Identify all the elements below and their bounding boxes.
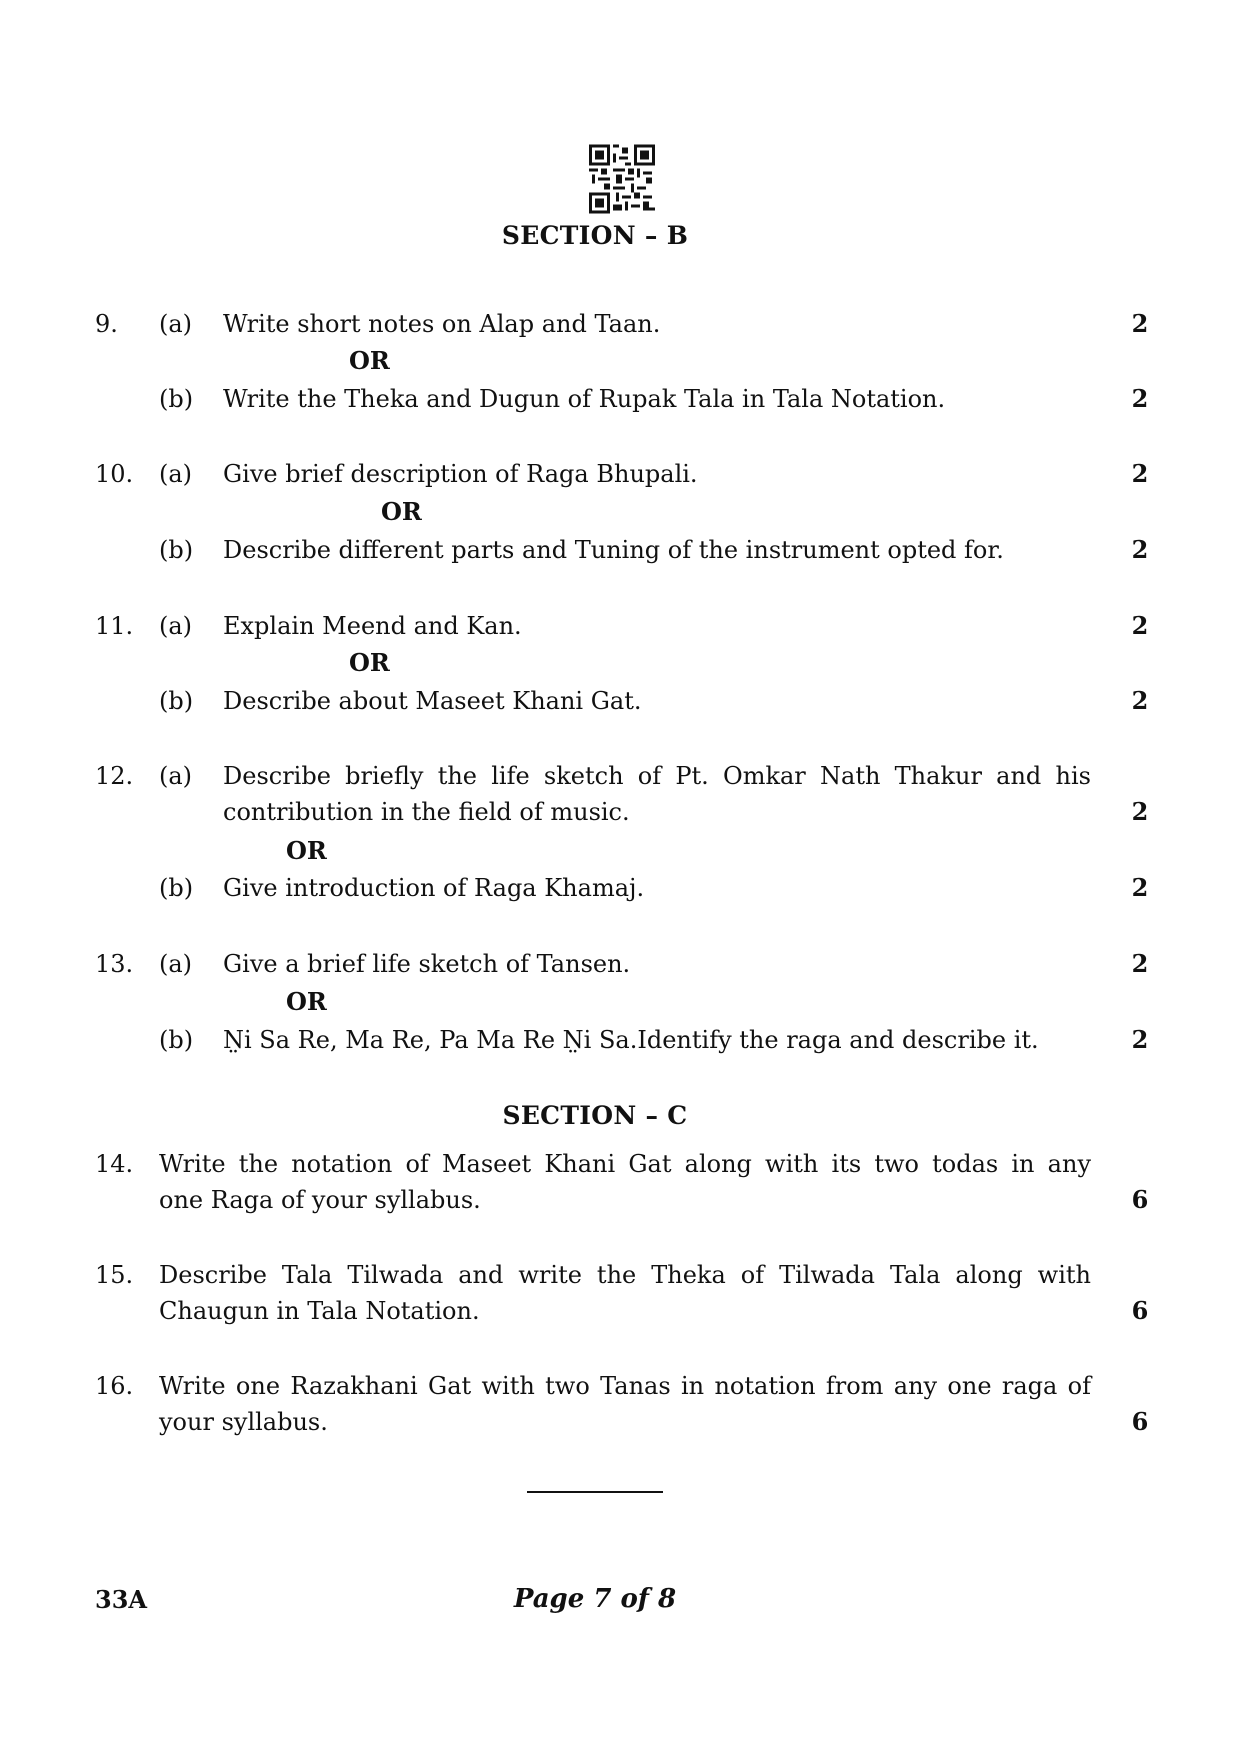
- marks: 6: [1131, 1185, 1149, 1214]
- question-text: Describe Tala Tilwada and write the Theka of Tilwada Tala along with: [159, 1261, 1091, 1289]
- question-number: 12.: [95, 762, 134, 790]
- paper-code: 33A: [95, 1585, 148, 1614]
- qr-code-icon: [589, 144, 655, 214]
- question-number: 10.: [95, 460, 134, 488]
- marks: 2: [1131, 309, 1149, 338]
- question-text: Give brief description of Raga Bhupali.: [223, 460, 698, 488]
- question-number: 9.: [95, 310, 118, 338]
- marks: 2: [1131, 873, 1149, 902]
- question-text: N̤i Sa Re, Ma Re, Pa Ma Re N̤i Sa.Identify the raga and describe it.: [223, 1026, 1039, 1054]
- question-text: one Raga of your syllabus.: [159, 1186, 481, 1214]
- or-separator: OR: [349, 648, 390, 677]
- question-text: Write short notes on Alap and Taan.: [223, 310, 661, 338]
- question-number: 15.: [95, 1261, 134, 1289]
- end-divider: [527, 1491, 663, 1493]
- marks: 2: [1131, 686, 1149, 715]
- option-label: (a): [159, 762, 193, 790]
- or-separator: OR: [349, 346, 390, 375]
- option-label: (b): [159, 385, 194, 413]
- question-text: Describe different parts and Tuning of the instrument opted for.: [223, 536, 1004, 564]
- or-separator: OR: [286, 836, 327, 865]
- page-number: Page 7 of 8: [513, 1584, 677, 1614]
- option-label: (b): [159, 687, 194, 715]
- question-number: 16.: [95, 1372, 134, 1400]
- marks: 2: [1131, 611, 1149, 640]
- question-text: Write one Razakhani Gat with two Tanas in notation from any one raga of: [159, 1372, 1091, 1400]
- question-text: Describe briefly the life sketch of Pt. Omkar Nath Thakur and his: [223, 762, 1091, 790]
- option-label: (a): [159, 310, 193, 338]
- question-number: 13.: [95, 950, 134, 978]
- section-b-title: SECTION – B: [501, 221, 689, 250]
- marks: 2: [1131, 459, 1149, 488]
- option-label: (b): [159, 1026, 194, 1054]
- question-number: 14.: [95, 1150, 134, 1178]
- question-text: Write the notation of Maseet Khani Gat along with its two todas in any: [159, 1150, 1091, 1178]
- marks: 2: [1131, 384, 1149, 413]
- marks: 6: [1131, 1407, 1149, 1436]
- question-text: Write the Theka and Dugun of Rupak Tala in Tala Notation.: [223, 385, 946, 413]
- marks: 2: [1131, 535, 1149, 564]
- marks: 6: [1131, 1296, 1149, 1325]
- question-text: Give a brief life sketch of Tansen.: [223, 950, 631, 978]
- option-label: (b): [159, 874, 194, 902]
- or-separator: OR: [286, 987, 327, 1016]
- question-text: Explain Meend and Kan.: [223, 612, 522, 640]
- question-number: 11.: [95, 612, 134, 640]
- question-text: Give introduction of Raga Khamaj.: [223, 874, 645, 902]
- option-label: (a): [159, 460, 193, 488]
- option-label: (a): [159, 950, 193, 978]
- section-c-title: SECTION – C: [502, 1101, 688, 1130]
- option-label: (a): [159, 612, 193, 640]
- marks: 2: [1131, 949, 1149, 978]
- question-text: Describe about Maseet Khani Gat.: [223, 687, 642, 715]
- marks: 2: [1131, 797, 1149, 826]
- or-separator: OR: [381, 497, 422, 526]
- question-text: Chaugun in Tala Notation.: [159, 1297, 480, 1325]
- marks: 2: [1131, 1025, 1149, 1054]
- option-label: (b): [159, 536, 194, 564]
- question-text: contribution in the field of music.: [223, 798, 630, 826]
- question-text: your syllabus.: [159, 1408, 328, 1436]
